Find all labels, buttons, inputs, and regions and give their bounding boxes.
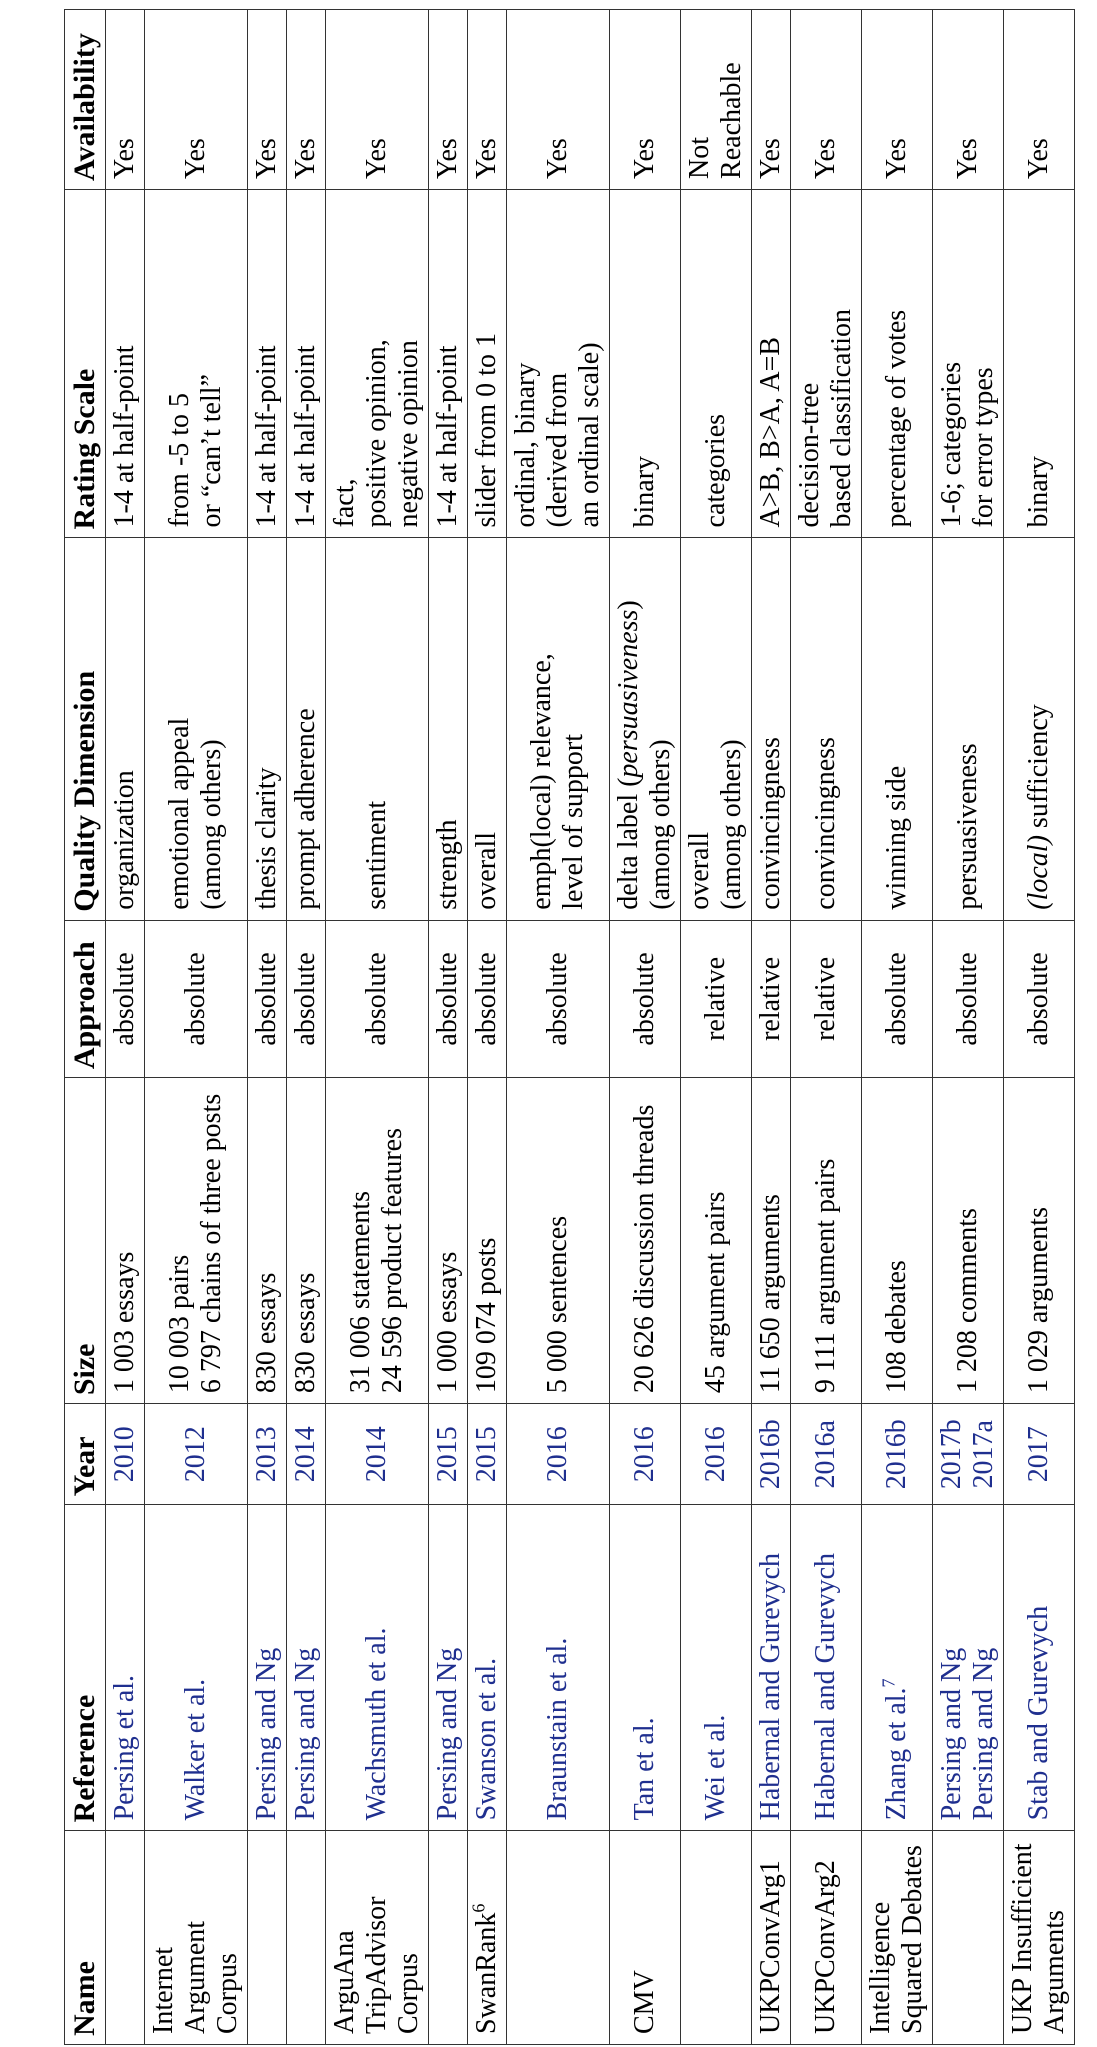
cell-name: UKPConvArg2	[791, 1831, 862, 2045]
table-row	[429, 10, 468, 2045]
cell-size: 45 argument pairs	[681, 1078, 752, 1404]
cell-availability: Yes	[145, 10, 248, 190]
cell-availability: Yes	[791, 10, 862, 190]
cell-size: 1 208 comments	[933, 1078, 1004, 1404]
cell-rating-scale: A>B, B>A, A=B	[752, 189, 791, 538]
cell-size: 10 003 pairs 6 797 chains of three posts	[145, 1078, 248, 1404]
cell-rating-scale: 1-4 at half-point	[248, 189, 287, 538]
cell-rating-scale: categories	[681, 189, 752, 538]
cell-name	[468, 1831, 507, 2045]
cell-name: CMV	[610, 1831, 681, 2045]
cell-reference: Stab and Gurevych	[1004, 1505, 1075, 1831]
cell-quality-dimension: convincingness	[791, 538, 862, 920]
cell-rating-scale: fact, positive opinion, negative opinion	[326, 189, 429, 538]
header-row	[65, 10, 106, 2045]
cell-quality-dimension: persuasiveness	[933, 538, 1004, 920]
header-rating-scale: Rating Scale	[65, 189, 106, 538]
header-name: Name	[65, 1831, 106, 2045]
cell-availability: Yes	[287, 10, 326, 190]
footnote-marker: 7	[878, 1678, 899, 1688]
cell-rating-scale: slider from 0 to 1	[468, 189, 507, 538]
table-row	[468, 10, 507, 2045]
cell-rating-scale: from -5 to 5 or “can’t tell”	[145, 189, 248, 538]
cell-quality-dimension: prompt adherence	[287, 538, 326, 920]
cell-quality-dimension: strength	[429, 538, 468, 920]
cell-name: ArguAna TripAdvisor Corpus	[326, 1831, 429, 2045]
cell-size: 1 000 essays	[429, 1078, 468, 1404]
table-row	[933, 10, 1004, 2045]
cell-reference: Walker et al.	[145, 1505, 248, 1831]
cell-approach: absolute	[933, 920, 1004, 1077]
cell-size: 109 074 posts	[468, 1078, 507, 1404]
cell-year: 2016b	[862, 1404, 933, 1505]
cell-reference: Persing and Ng	[287, 1505, 326, 1831]
dimension-italic: persuasiveness	[613, 609, 644, 778]
cell-reference: Persing and Ng Persing and Ng	[933, 1505, 1004, 1831]
table-row	[106, 10, 145, 2045]
cell-approach: absolute	[1004, 920, 1075, 1077]
table-row	[862, 10, 933, 2045]
cell-size: 11 650 arguments	[752, 1078, 791, 1404]
cell-availability: Yes	[933, 10, 1004, 190]
cell-year: 2012	[145, 1404, 248, 1505]
cell-year: 2015	[468, 1404, 507, 1505]
cell-quality-dimension: winning side	[862, 538, 933, 920]
footnote-marker: 6	[468, 1903, 489, 1913]
cell-availability: Yes	[468, 10, 507, 190]
cell-name: UKP Insufficient Arguments	[1004, 1831, 1075, 2045]
cell-size: 5 000 sentences	[507, 1078, 610, 1404]
cell-year: 2016b	[752, 1404, 791, 1505]
cell-rating-scale: 1-4 at half-point	[106, 189, 145, 538]
cell-name	[429, 1831, 468, 2045]
cell-size: 108 debates	[862, 1078, 933, 1404]
cell-year: 2010	[106, 1404, 145, 1505]
cell-rating-scale: 1-4 at half-point	[429, 189, 468, 538]
cell-name	[106, 1831, 145, 2045]
cell-availability: Yes	[248, 10, 287, 190]
header-reference: Reference	[65, 1505, 106, 1831]
cell-approach: absolute	[145, 920, 248, 1077]
name-text: SwanRank	[471, 1912, 502, 2034]
cell-approach: absolute	[326, 920, 429, 1077]
cell-size: 20 626 discussion threads	[610, 1078, 681, 1404]
cell-size: 830 essays	[248, 1078, 287, 1404]
cell-quality-dimension: convincingness	[752, 538, 791, 920]
cell-size: 9 111 argument pairs	[791, 1078, 862, 1404]
table-body	[106, 10, 1075, 2045]
cell-reference: Habernal and Gurevych	[752, 1505, 791, 1831]
cell-reference: Braunstain et al.	[507, 1505, 610, 1831]
cell-quality-dimension: emph(local) relevance, level of support	[507, 538, 610, 920]
cell-quality-dimension	[610, 538, 681, 920]
cell-availability: Yes	[326, 10, 429, 190]
header-approach: Approach	[65, 920, 106, 1077]
dimension-text-after: ) (among others)	[613, 600, 676, 910]
cell-availability: Not Reachable	[681, 10, 752, 190]
table-row	[791, 10, 862, 2045]
cell-reference: Persing and Ng	[429, 1505, 468, 1831]
cell-name	[248, 1831, 287, 2045]
cell-rating-scale: binary	[1004, 189, 1075, 538]
header-size: Size	[65, 1078, 106, 1404]
cell-name	[287, 1831, 326, 2045]
cell-year: 2014	[287, 1404, 326, 1505]
cell-name	[507, 1831, 610, 2045]
cell-reference: Persing et al.	[106, 1505, 145, 1831]
cell-name: UKPConvArg1	[752, 1831, 791, 2045]
cell-name: Intelligence Squared Debates	[862, 1831, 933, 2045]
dimension-text-before: delta label (	[613, 777, 644, 910]
cell-rating-scale: percentage of votes	[862, 189, 933, 538]
cell-approach: absolute	[429, 920, 468, 1077]
dimension-text-after: sufficiency	[1023, 704, 1054, 836]
table-row	[326, 10, 429, 2045]
cell-reference: Wei et al.	[681, 1505, 752, 1831]
cell-rating-scale: binary	[610, 189, 681, 538]
cell-quality-dimension	[1004, 538, 1075, 920]
cell-quality-dimension: organization	[106, 538, 145, 920]
cell-size: 830 essays	[287, 1078, 326, 1404]
cell-year: 2016	[681, 1404, 752, 1505]
table-row	[507, 10, 610, 2045]
reference-text: Zhang et al.	[881, 1687, 912, 1821]
cell-approach: absolute	[862, 920, 933, 1077]
dimension-italic: (local)	[1023, 835, 1054, 910]
table-row	[287, 10, 326, 2045]
cell-approach: absolute	[468, 920, 507, 1077]
cell-availability: Yes	[610, 10, 681, 190]
cell-reference: Habernal and Gurevych	[791, 1505, 862, 1831]
cell-quality-dimension: sentiment	[326, 538, 429, 920]
table-row	[1004, 10, 1075, 2045]
cell-name: Internet Argument Corpus	[145, 1831, 248, 2045]
cell-approach: absolute	[106, 920, 145, 1077]
table-row	[610, 10, 681, 2045]
table-row	[681, 10, 752, 2045]
cell-year: 2016	[610, 1404, 681, 1505]
cell-availability: Yes	[752, 10, 791, 190]
cell-rating-scale: decision-tree based classification	[791, 189, 862, 538]
cell-year: 2014	[326, 1404, 429, 1505]
cell-name	[681, 1831, 752, 2045]
cell-reference: Tan et al.	[610, 1505, 681, 1831]
cell-name	[933, 1831, 1004, 2045]
table-row	[145, 10, 248, 2045]
cell-size: 31 006 statements 24 596 product features	[326, 1078, 429, 1404]
cell-rating-scale: 1-4 at half-point	[287, 189, 326, 538]
cell-year: 2016a	[791, 1404, 862, 1505]
cell-approach: relative	[752, 920, 791, 1077]
cell-quality-dimension: overall	[468, 538, 507, 920]
cell-approach: absolute	[507, 920, 610, 1077]
corpora-table	[64, 9, 1075, 2045]
header-quality-dimension: Quality Dimension	[65, 538, 106, 920]
header-availability: Availability	[65, 10, 106, 190]
cell-size: 1 003 essays	[106, 1078, 145, 1404]
cell-availability: Yes	[507, 10, 610, 190]
cell-approach: absolute	[248, 920, 287, 1077]
cell-year: 2017b 2017a	[933, 1404, 1004, 1505]
cell-approach: relative	[791, 920, 862, 1077]
cell-approach: absolute	[287, 920, 326, 1077]
cell-reference	[862, 1505, 933, 1831]
cell-reference: Wachsmuth et al.	[326, 1505, 429, 1831]
cell-quality-dimension: overall (among others)	[681, 538, 752, 920]
cell-year: 2016	[507, 1404, 610, 1505]
cell-rating-scale: 1-6; categories for error types	[933, 189, 1004, 538]
cell-quality-dimension: thesis clarity	[248, 538, 287, 920]
cell-availability: Yes	[429, 10, 468, 190]
cell-year: 2017	[1004, 1404, 1075, 1505]
cell-reference: Swanson et al.	[468, 1505, 507, 1831]
cell-size: 1 029 arguments	[1004, 1078, 1075, 1404]
table-row	[752, 10, 791, 2045]
cell-availability: Yes	[106, 10, 145, 190]
cell-quality-dimension: emotional appeal (among others)	[145, 538, 248, 920]
cell-approach: absolute	[610, 920, 681, 1077]
cell-year: 2015	[429, 1404, 468, 1505]
cell-availability: Yes	[862, 10, 933, 190]
cell-rating-scale: ordinal, binary (derived from an ordinal scale)	[507, 189, 610, 538]
cell-reference: Persing and Ng	[248, 1505, 287, 1831]
cell-year: 2013	[248, 1404, 287, 1505]
cell-availability: Yes	[1004, 10, 1075, 190]
table-row	[248, 10, 287, 2045]
header-year: Year	[65, 1404, 106, 1505]
cell-approach: relative	[681, 920, 752, 1077]
